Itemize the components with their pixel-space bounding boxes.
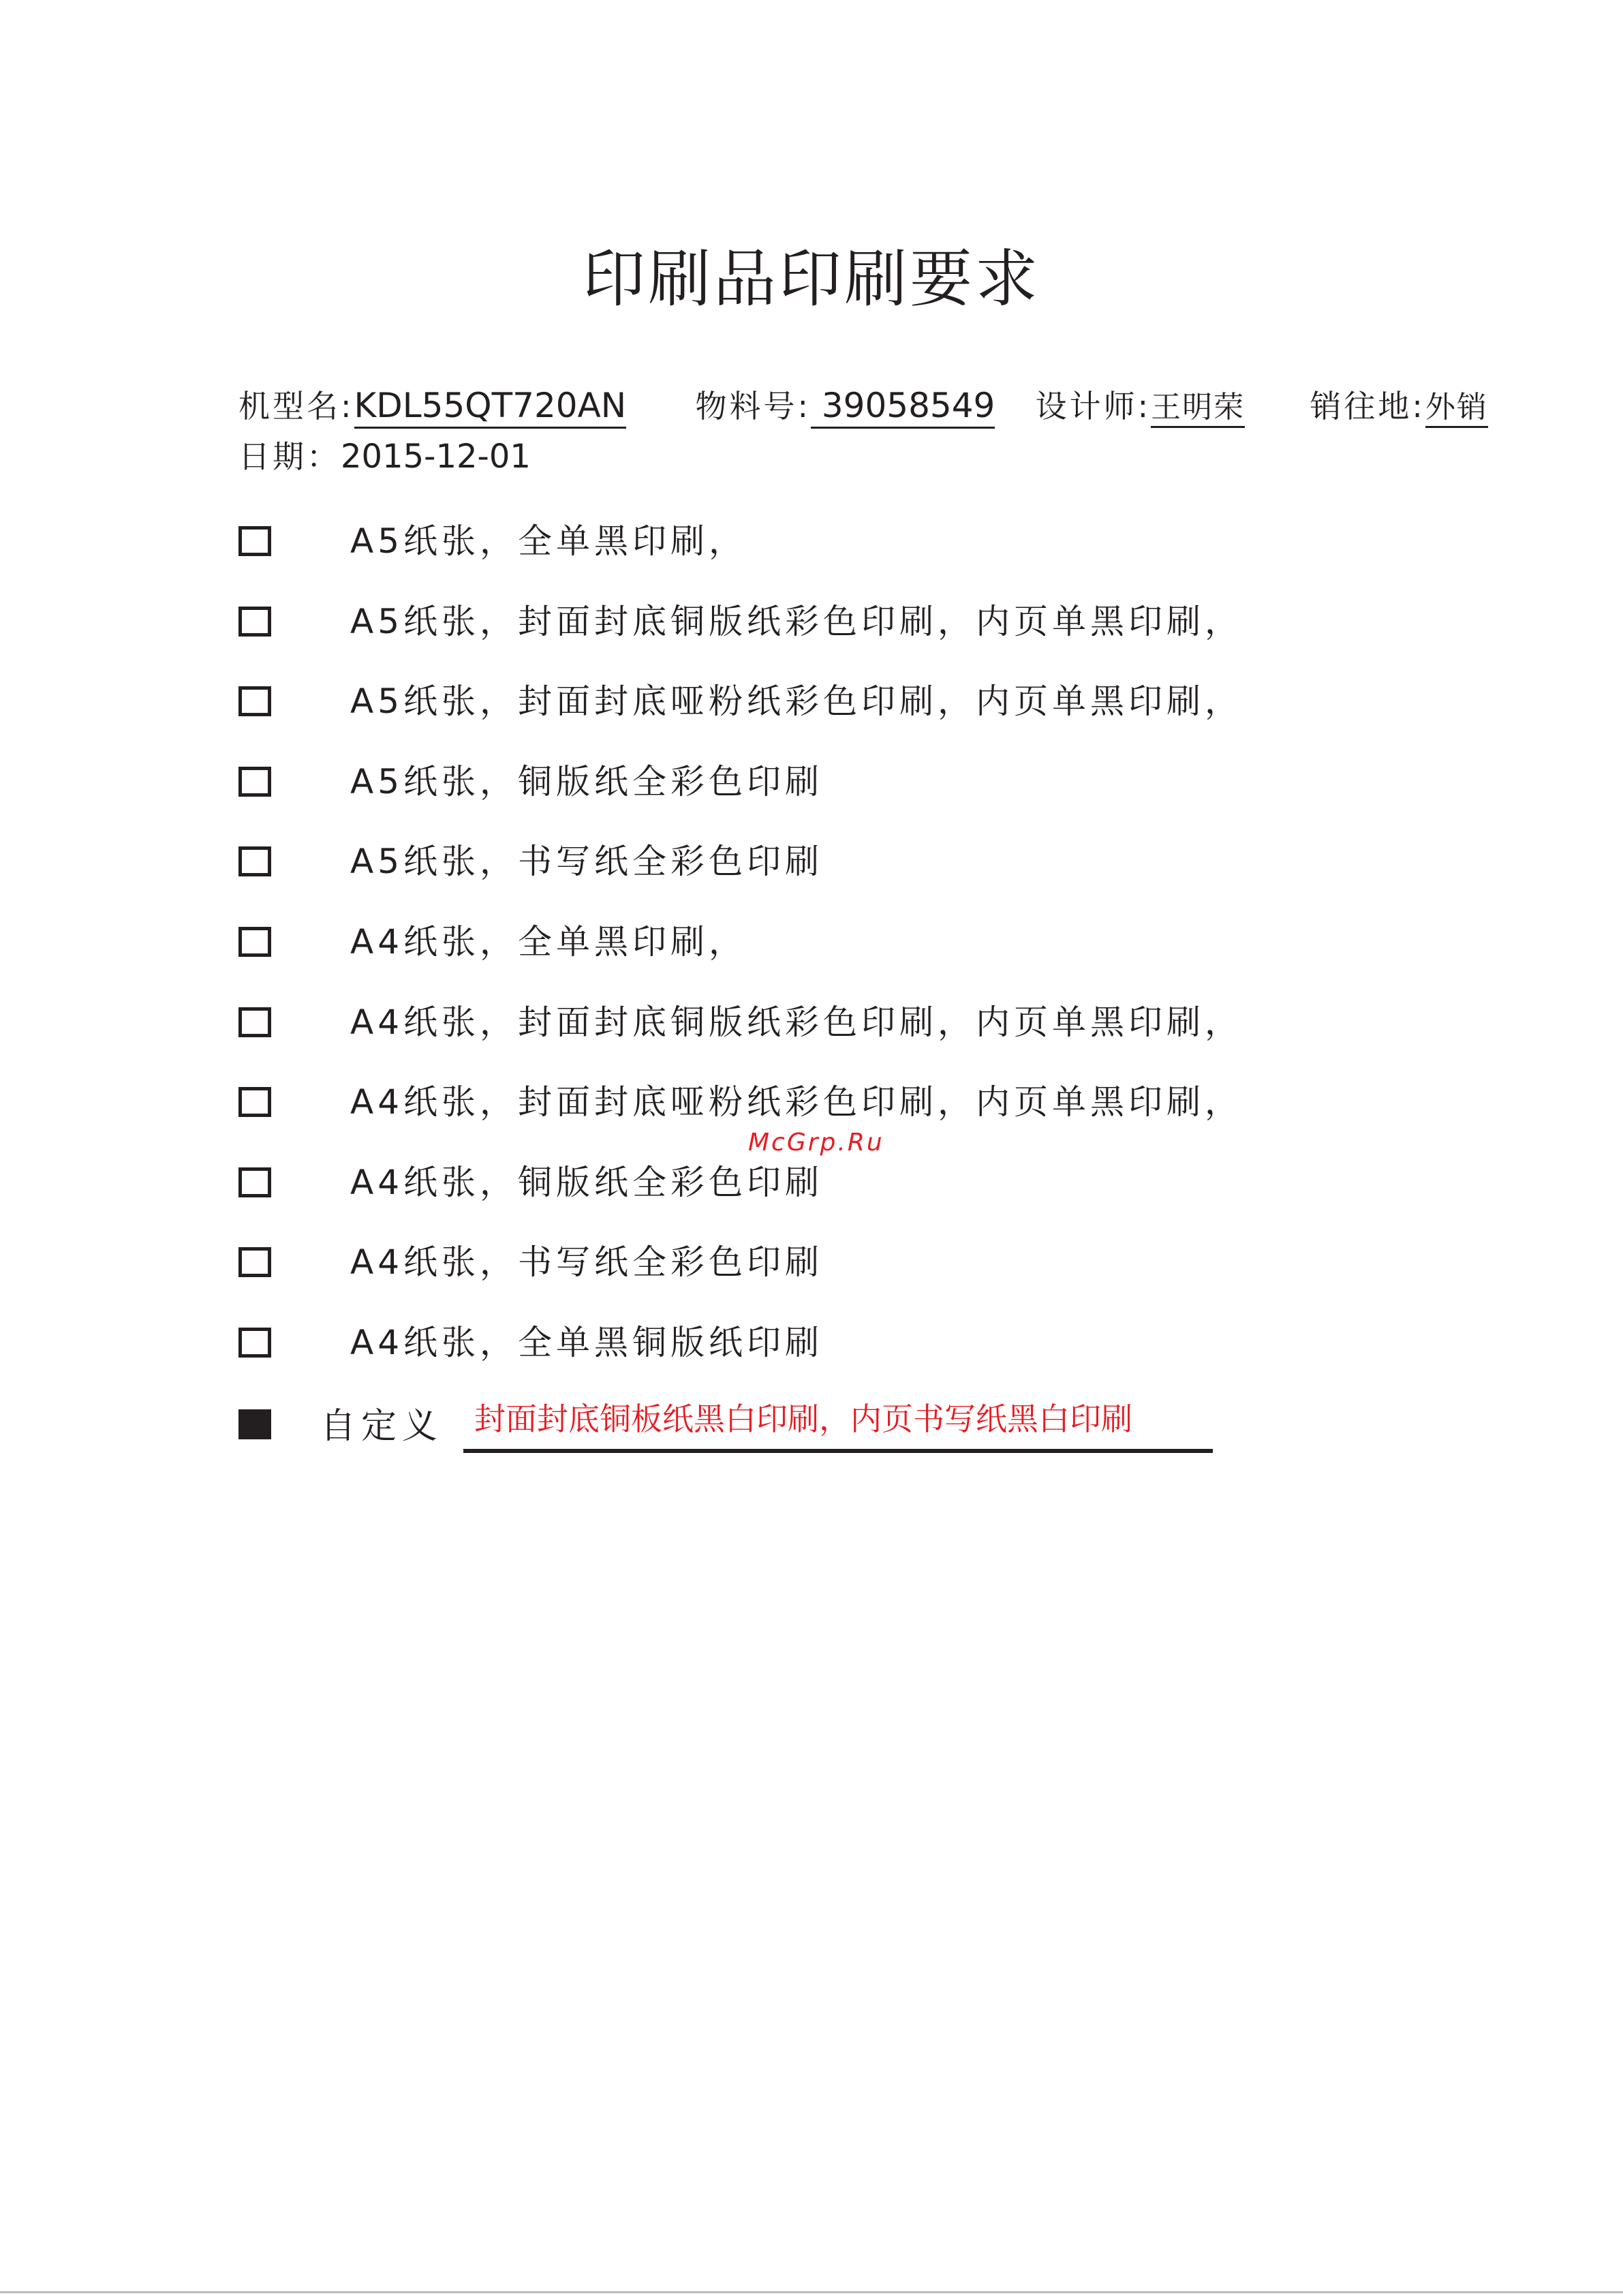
checkbox[interactable] <box>238 526 271 556</box>
checkbox[interactable] <box>238 846 271 876</box>
destination-value[interactable]: 外销 <box>1425 390 1488 428</box>
page-bottom-border <box>0 2291 1623 2293</box>
option-label: A5纸张，铜版纸全彩色印刷 <box>350 761 824 801</box>
option-label: A5纸张，书写纸全彩色印刷 <box>350 842 824 882</box>
option-label: A4纸张，封面封底哑粉纸彩色印刷，内页单黑印刷， <box>350 1082 1243 1122</box>
custom-label: 自定义 <box>320 1406 444 1447</box>
option-item[interactable] <box>238 760 1533 840</box>
checkbox[interactable] <box>238 1167 271 1197</box>
date-value: 2015-12-01 <box>341 438 531 476</box>
meta-line-model <box>238 385 1488 428</box>
option-label: A5纸张，封面封底哑粉纸彩色印刷，内页单黑印刷， <box>350 682 1243 722</box>
date-label: 日期： <box>238 438 341 475</box>
option-label: A4纸张，全单黑铜版纸印刷 <box>350 1322 824 1362</box>
checkbox[interactable] <box>238 1007 271 1037</box>
option-label: A5纸张，全单黑印刷， <box>350 521 747 561</box>
checkbox[interactable] <box>238 1328 271 1358</box>
model-label: 机型名: <box>238 388 354 425</box>
checkbox[interactable] <box>238 607 271 637</box>
custom-checkbox-checked[interactable] <box>238 1409 271 1439</box>
option-item[interactable] <box>238 1240 1533 1321</box>
material-label: 物料号: <box>695 388 811 425</box>
meta-line-date <box>238 436 531 477</box>
checkbox[interactable] <box>238 686 271 716</box>
designer-label: 设计师: <box>1035 388 1151 425</box>
option-label: A4纸张，铜版纸全彩色印刷 <box>350 1162 824 1202</box>
option-item[interactable] <box>238 840 1533 920</box>
designer-value[interactable]: 王明荣 <box>1151 390 1245 428</box>
custom-input-value: 封面封底铜板纸黑白印刷，内页书写纸黑白印刷 <box>474 1400 1132 1437</box>
option-label: A4纸张，全单黑印刷， <box>350 921 747 962</box>
option-item[interactable] <box>238 600 1533 680</box>
option-item[interactable] <box>238 1161 1533 1241</box>
custom-option[interactable] <box>238 1397 1533 1458</box>
option-item[interactable] <box>238 1080 1533 1161</box>
option-item[interactable] <box>238 679 1533 760</box>
watermark: McGrp.Ru <box>748 1129 884 1157</box>
option-item[interactable] <box>238 920 1533 1000</box>
option-item[interactable] <box>238 1000 1533 1081</box>
checkbox[interactable] <box>238 767 271 797</box>
custom-input-field[interactable] <box>463 1397 1213 1453</box>
destination-label: 销往地: <box>1310 388 1425 425</box>
page-title: 印刷品印刷要求 <box>582 243 1040 316</box>
checkbox[interactable] <box>238 927 271 957</box>
model-value[interactable]: KDL55QT720AN <box>354 386 627 429</box>
option-item[interactable] <box>238 519 1533 600</box>
checkbox[interactable] <box>238 1247 271 1277</box>
option-label: A5纸张，封面封底铜版纸彩色印刷，内页单黑印刷， <box>350 601 1243 641</box>
option-label: A4纸张，封面封底铜版纸彩色印刷，内页单黑印刷， <box>350 1002 1243 1042</box>
checkbox[interactable] <box>238 1087 271 1117</box>
option-item[interactable] <box>238 1321 1533 1401</box>
print-options-list <box>238 519 1533 1401</box>
option-label: A4纸张，书写纸全彩色印刷 <box>350 1242 824 1283</box>
material-value[interactable]: 39058549 <box>811 386 995 429</box>
